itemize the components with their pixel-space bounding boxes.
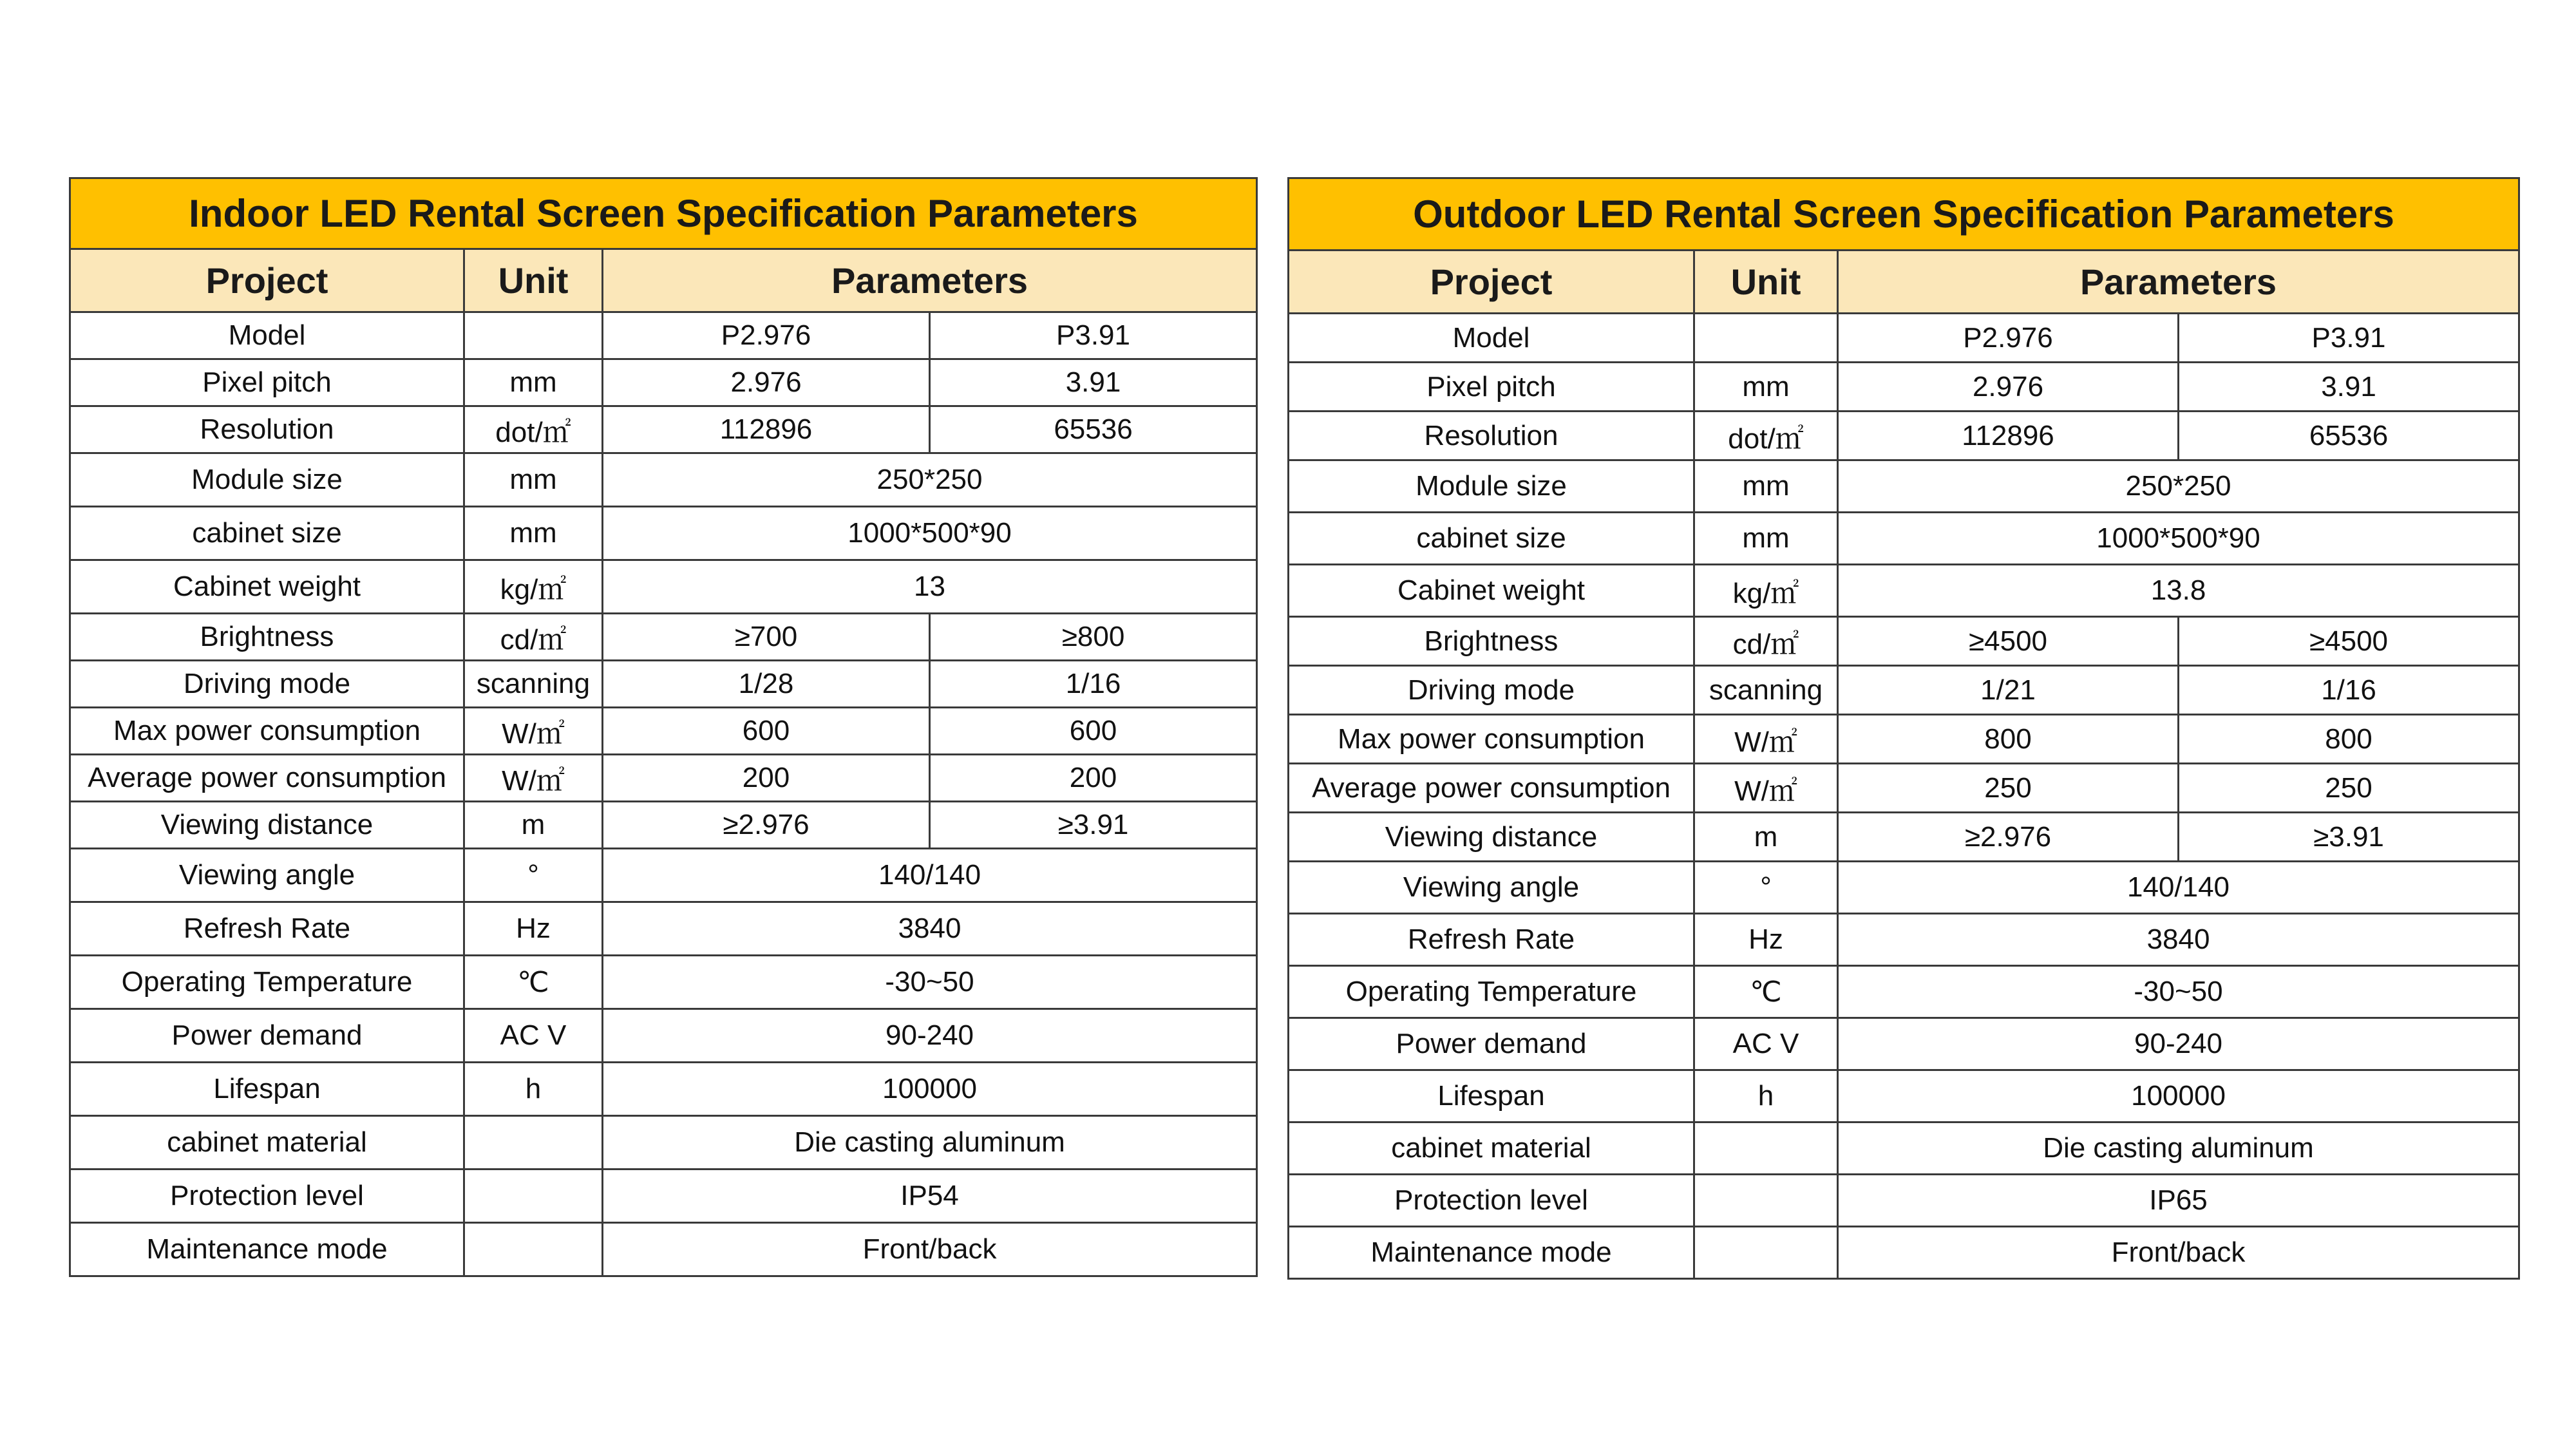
parameter-cell-b: ≥3.91 [2179, 813, 2519, 862]
project-cell: Protection level [1289, 1175, 1694, 1227]
table-row [70, 507, 1257, 560]
parameter-cell: 1000*500*90 [1838, 513, 2519, 565]
table-row [1289, 363, 2519, 412]
project-cell: Brightness [70, 614, 464, 661]
parameter-cell-b: 800 [2179, 715, 2519, 764]
table-row [1289, 1227, 2519, 1279]
project-cell: Driving mode [1289, 666, 1694, 715]
project-cell: cabinet material [70, 1116, 464, 1170]
parameter-cell-a: 200 [603, 755, 930, 802]
project-cell: Average power consumption [70, 755, 464, 802]
parameter-cell: IP65 [1838, 1175, 2519, 1227]
parameter-cell: 250*250 [603, 453, 1257, 507]
unit-cell: ° [1694, 862, 1838, 914]
indoor-header-project: Project [70, 249, 464, 312]
unit-cell: scanning [464, 661, 603, 708]
unit-cell: h [464, 1063, 603, 1116]
project-cell: Cabinet weight [1289, 565, 1694, 617]
indoor-header-parameters: Parameters [603, 249, 1257, 312]
parameter-cell-b: 200 [930, 755, 1257, 802]
unit-cell [464, 1116, 603, 1170]
parameter-cell: 90-240 [1838, 1018, 2519, 1070]
unit-cell: Hz [1694, 914, 1838, 966]
parameter-cell-a: P2.976 [1838, 314, 2179, 363]
project-cell: cabinet size [70, 507, 464, 560]
table-row [1289, 1018, 2519, 1070]
table-row [70, 849, 1257, 902]
unit-cell: dot/㎡ [1694, 412, 1838, 460]
project-cell: Refresh Rate [1289, 914, 1694, 966]
parameter-cell-a: 1/21 [1838, 666, 2179, 715]
parameter-cell: 1000*500*90 [603, 507, 1257, 560]
project-cell: Viewing distance [70, 802, 464, 849]
parameter-cell-b: 1/16 [930, 661, 1257, 708]
unit-cell [1694, 1175, 1838, 1227]
parameter-cell-b: 3.91 [2179, 363, 2519, 412]
parameter-cell-a: 112896 [1838, 412, 2179, 460]
project-cell: Average power consumption [1289, 764, 1694, 813]
table-row [1289, 513, 2519, 565]
project-cell: Pixel pitch [1289, 363, 1694, 412]
table-row [70, 1063, 1257, 1116]
unit-cell: mm [1694, 460, 1838, 513]
unit-cell [464, 1170, 603, 1223]
unit-cell: Hz [464, 902, 603, 956]
project-cell: Maintenance mode [70, 1223, 464, 1276]
table-row [1289, 412, 2519, 460]
unit-cell: mm [464, 453, 603, 507]
project-cell: cabinet size [1289, 513, 1694, 565]
unit-cell [1694, 314, 1838, 363]
parameter-cell-b: ≥800 [930, 614, 1257, 661]
table-row [70, 560, 1257, 614]
parameter-cell-b: ≥4500 [2179, 617, 2519, 666]
unit-cell: scanning [1694, 666, 1838, 715]
table-row [70, 1116, 1257, 1170]
project-cell: Resolution [70, 406, 464, 453]
unit-cell: cd/㎡ [1694, 617, 1838, 666]
parameter-cell: 140/140 [603, 849, 1257, 902]
unit-cell: W/㎡ [464, 755, 603, 802]
table-row [1289, 813, 2519, 862]
outdoor-table-title: Outdoor LED Rental Screen Specification Parameters [1289, 178, 2519, 251]
parameter-cell-a: ≥2.976 [1838, 813, 2179, 862]
table-row [70, 802, 1257, 849]
unit-cell: m [1694, 813, 1838, 862]
project-cell: Max power consumption [1289, 715, 1694, 764]
table-row [1289, 666, 2519, 715]
project-cell: Power demand [1289, 1018, 1694, 1070]
outdoor-spec-table [1287, 177, 2520, 1280]
project-cell: Pixel pitch [70, 359, 464, 406]
project-cell: Model [1289, 314, 1694, 363]
unit-cell [464, 1223, 603, 1276]
parameter-cell-a: 250 [1838, 764, 2179, 813]
indoor-table-body [70, 178, 1257, 1276]
project-cell: Viewing distance [1289, 813, 1694, 862]
indoor-header-row [70, 249, 1257, 312]
project-cell: Driving mode [70, 661, 464, 708]
parameter-cell: Front/back [1838, 1227, 2519, 1279]
outdoor-header-row [1289, 251, 2519, 314]
project-cell: Power demand [70, 1009, 464, 1063]
table-row [1289, 1122, 2519, 1175]
unit-cell: kg/㎡ [1694, 565, 1838, 617]
parameter-cell: 13 [603, 560, 1257, 614]
project-cell: Max power consumption [70, 708, 464, 755]
table-row [1289, 715, 2519, 764]
table-row [70, 614, 1257, 661]
unit-cell: ° [464, 849, 603, 902]
parameter-cell-b: ≥3.91 [930, 802, 1257, 849]
parameter-cell-a: 600 [603, 708, 930, 755]
parameter-cell-a: 2.976 [603, 359, 930, 406]
table-row [70, 902, 1257, 956]
parameter-cell-a: 112896 [603, 406, 930, 453]
parameter-cell-a: ≥700 [603, 614, 930, 661]
table-row [70, 1170, 1257, 1223]
unit-cell: mm [1694, 513, 1838, 565]
table-row [70, 1223, 1257, 1276]
table-row [70, 661, 1257, 708]
unit-cell: cd/㎡ [464, 614, 603, 661]
indoor-title-row [70, 178, 1257, 249]
table-row [1289, 314, 2519, 363]
project-cell: Lifespan [70, 1063, 464, 1116]
unit-cell [1694, 1122, 1838, 1175]
parameter-cell: 140/140 [1838, 862, 2519, 914]
table-row [1289, 1175, 2519, 1227]
outdoor-header-unit: Unit [1694, 251, 1838, 314]
unit-cell: ℃ [1694, 966, 1838, 1018]
parameter-cell: -30~50 [603, 956, 1257, 1009]
unit-cell: m [464, 802, 603, 849]
unit-cell: mm [1694, 363, 1838, 412]
table-row [1289, 460, 2519, 513]
parameter-cell: 100000 [603, 1063, 1257, 1116]
project-cell: Protection level [70, 1170, 464, 1223]
parameter-cell: Die casting aluminum [1838, 1122, 2519, 1175]
table-row [1289, 966, 2519, 1018]
outdoor-header-project: Project [1289, 251, 1694, 314]
parameter-cell-b: 3.91 [930, 359, 1257, 406]
project-cell: Viewing angle [1289, 862, 1694, 914]
unit-cell: kg/㎡ [464, 560, 603, 614]
parameter-cell-b: 65536 [2179, 412, 2519, 460]
parameter-cell-a: P2.976 [603, 312, 930, 359]
parameter-cell: 13.8 [1838, 565, 2519, 617]
table-row [1289, 862, 2519, 914]
parameter-cell: 250*250 [1838, 460, 2519, 513]
table-row [70, 1009, 1257, 1063]
parameter-cell: 3840 [1838, 914, 2519, 966]
table-row [70, 956, 1257, 1009]
parameter-cell-b: 250 [2179, 764, 2519, 813]
parameter-cell: 100000 [1838, 1070, 2519, 1122]
parameter-cell: 3840 [603, 902, 1257, 956]
parameter-cell-a: ≥2.976 [603, 802, 930, 849]
project-cell: cabinet material [1289, 1122, 1694, 1175]
unit-cell: dot/㎡ [464, 406, 603, 453]
indoor-table-title: Indoor LED Rental Screen Specification Parameters [70, 178, 1257, 249]
project-cell: Brightness [1289, 617, 1694, 666]
unit-cell: W/㎡ [1694, 764, 1838, 813]
table-row [70, 755, 1257, 802]
outdoor-title-row [1289, 178, 2519, 251]
project-cell: Module size [70, 453, 464, 507]
project-cell: Resolution [1289, 412, 1694, 460]
unit-cell: W/㎡ [1694, 715, 1838, 764]
parameter-cell-a: 800 [1838, 715, 2179, 764]
project-cell: Viewing angle [70, 849, 464, 902]
unit-cell: AC V [464, 1009, 603, 1063]
project-cell: Operating Temperature [70, 956, 464, 1009]
project-cell: Module size [1289, 460, 1694, 513]
parameter-cell-b: P3.91 [930, 312, 1257, 359]
parameter-cell-b: 600 [930, 708, 1257, 755]
unit-cell [1694, 1227, 1838, 1279]
table-row [70, 359, 1257, 406]
project-cell: Operating Temperature [1289, 966, 1694, 1018]
table-row [1289, 764, 2519, 813]
indoor-header-unit: Unit [464, 249, 603, 312]
parameter-cell: Front/back [603, 1223, 1257, 1276]
parameter-cell-a: 2.976 [1838, 363, 2179, 412]
table-row [70, 312, 1257, 359]
project-cell: Model [70, 312, 464, 359]
table-row [70, 406, 1257, 453]
unit-cell: mm [464, 507, 603, 560]
unit-cell: AC V [1694, 1018, 1838, 1070]
table-row [70, 453, 1257, 507]
parameter-cell-a: 1/28 [603, 661, 930, 708]
table-row [1289, 617, 2519, 666]
unit-cell: mm [464, 359, 603, 406]
outdoor-table-body [1289, 178, 2519, 1279]
project-cell: Cabinet weight [70, 560, 464, 614]
unit-cell: W/㎡ [464, 708, 603, 755]
table-row [1289, 565, 2519, 617]
parameter-cell-b: 65536 [930, 406, 1257, 453]
project-cell: Refresh Rate [70, 902, 464, 956]
parameter-cell-b: 1/16 [2179, 666, 2519, 715]
parameter-cell: Die casting aluminum [603, 1116, 1257, 1170]
outdoor-header-parameters: Parameters [1838, 251, 2519, 314]
project-cell: Maintenance mode [1289, 1227, 1694, 1279]
parameter-cell: IP54 [603, 1170, 1257, 1223]
parameter-cell-b: P3.91 [2179, 314, 2519, 363]
table-row [1289, 914, 2519, 966]
table-row [70, 708, 1257, 755]
unit-cell: ℃ [464, 956, 603, 1009]
parameter-cell-a: ≥4500 [1838, 617, 2179, 666]
parameter-cell: -30~50 [1838, 966, 2519, 1018]
unit-cell: h [1694, 1070, 1838, 1122]
indoor-spec-table [69, 177, 1258, 1277]
unit-cell [464, 312, 603, 359]
table-row [1289, 1070, 2519, 1122]
project-cell: Lifespan [1289, 1070, 1694, 1122]
parameter-cell: 90-240 [603, 1009, 1257, 1063]
